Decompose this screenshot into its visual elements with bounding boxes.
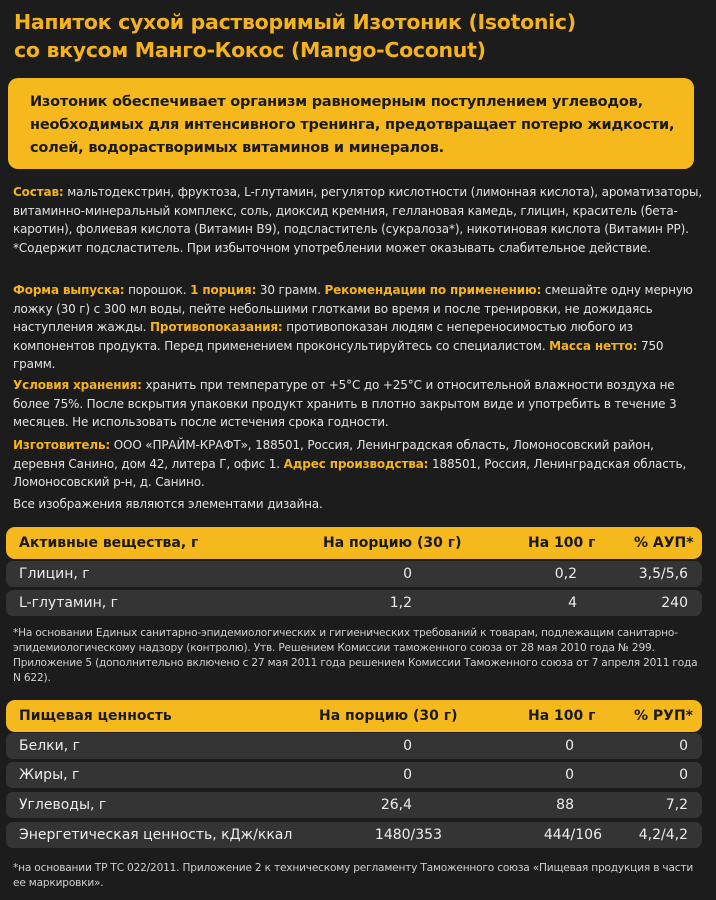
nutrition-col-percent: % РУП* <box>634 708 693 724</box>
manufacturer-section <box>13 436 703 492</box>
portion-text: 30 грамм. <box>256 283 325 297</box>
row-100g: 0,2 <box>554 566 577 582</box>
nutrition-col-100g: На 100 г <box>528 708 596 724</box>
row-percent: 3,5/5,6 <box>638 566 688 582</box>
row-label: Белки, г <box>19 738 80 754</box>
row-100g: 444/106 <box>543 827 602 843</box>
composition-text: мальтодекстрин, фруктоза, L-глутамин, регулятор кислотности (лимонная кислота), ароматизаторы, витаминно-минеральный комплекс, соль, диоксид кремния, геллановая камедь, глицин, краситель (бета-каротин), фолиевая кислота (Витамин В9), подсластитель (сукралоза*), никотиновая кислота (Витамин РР). *Содержит подсластитель. При избыточном употреблении может оказывать слабительное действие. <box>13 185 702 255</box>
row-label: Жиры, г <box>19 767 80 783</box>
portion-label: 1 порция: <box>190 283 257 297</box>
row-percent: 240 <box>661 595 688 611</box>
net-mass-label: Масса нетто: <box>549 338 638 353</box>
composition-label: Состав: <box>13 185 64 199</box>
table-row <box>6 733 702 759</box>
highlight-box <box>8 78 694 169</box>
row-percent: 4,2/4,2 <box>638 827 688 843</box>
production-address-label: Адрес производства: <box>283 456 429 471</box>
contraindications-label: Противопоказания: <box>150 320 283 335</box>
recommendations-label: Рекомендации по применению: <box>324 283 542 297</box>
table-row <box>6 822 702 848</box>
row-label: L-глутамин, г <box>19 595 118 611</box>
storage-text: хранить при температуре от +5°С до +25°С и относительной влажности воздуха не более 75%. После вскрытия упаковки продукт хранить в плотно закрытом виде и употребить в течение 3 месяцев. Не использовать после истечения срока годности. <box>13 378 677 430</box>
row-percent: 0 <box>679 767 688 783</box>
highlight-text: Изотоник обеспечивает организм равномерным поступлением углеводов, необходимых для интенсивного тренинга, предотвращает потерю жидкости, солей, водорастворимых витаминов и минералов. <box>30 94 675 156</box>
recommendations-text: смешайте одну мерную ложку (30 г) с 300 мл воды, пейте небольшими глотками во время и после тренировки, не дожидаясь наступления жажды. <box>13 283 693 335</box>
row-100g: 0 <box>565 738 574 754</box>
manufacturer-label: Изготовитель: <box>13 438 111 452</box>
net-mass-text: 750 грамм. <box>13 338 664 372</box>
row-portion: 1480/353 <box>374 827 442 843</box>
storage-section <box>13 376 703 432</box>
table-row <box>6 762 702 788</box>
active-table-header <box>6 527 702 559</box>
row-100g: 4 <box>568 595 577 611</box>
row-percent: 0 <box>679 738 688 754</box>
composition-section <box>13 183 703 257</box>
design-note: Все изображения являются элементами дизайна. <box>13 497 323 511</box>
manufacturer-text: ООО «ПРАЙМ-КРАФТ», 188501, Россия, Ленинградская область, Ломоносовский район, деревня Санино, дом 42, литера Г, офис 1. <box>13 438 654 471</box>
storage-label: Условия хранения: <box>13 378 142 392</box>
row-100g: 88 <box>556 797 574 813</box>
nutrition-col-portion: На порцию (30 г) <box>319 708 458 724</box>
active-footnote: *На основании Единых санитарно-эпидемиологических и гигиенических требований к товарам, подлежащим санитарно-эпидемиологическому надзору (контролю). Утв. Решением Комиссии таможенного союза от 28 мая 2010 года № 299. Приложение 5 (дополнительно включено с 27 мая 2011 года решением Комиссии Таможенного союза от 7 апреля 2011 года N 622). <box>13 627 698 684</box>
nutrition-col-name: Пищевая ценность <box>19 708 172 724</box>
row-percent: 7,2 <box>665 797 688 813</box>
contraindications-text: противопоказан людям с непереносимостью любого из компонентов продукта. Перед применением проконсультируйтесь со специалистом. <box>13 320 633 353</box>
row-portion: 1,2 <box>389 595 412 611</box>
form-text: порошок. <box>124 283 191 297</box>
active-col-percent: % АУП* <box>634 535 694 551</box>
row-label: Углеводы, г <box>19 797 107 813</box>
active-col-name: Активные вещества, г <box>19 535 199 551</box>
row-portion: 26,4 <box>380 797 412 813</box>
row-portion: 0 <box>403 738 412 754</box>
production-address-text: 188501, Россия, Ленинградская область, Ломоносовский р-н, д. Санино. <box>13 456 687 490</box>
table-row <box>6 590 702 616</box>
row-portion: 0 <box>403 767 412 783</box>
form-label: Форма выпуска: <box>13 283 125 297</box>
table-row <box>6 792 702 818</box>
product-title <box>14 8 704 64</box>
title-line-1: Напиток сухой растворимый Изотоник (Isotonic) <box>14 10 576 34</box>
title-line-2: со вкусом Манго-Кокос (Mango-Coconut) <box>14 38 486 62</box>
active-col-100g: На 100 г <box>528 535 596 551</box>
row-portion: 0 <box>403 566 412 582</box>
row-100g: 0 <box>565 767 574 783</box>
row-label: Глицин, г <box>19 566 90 582</box>
nutrition-table-header <box>6 700 702 732</box>
row-label: Энергетическая ценность, кДж/ккал <box>19 827 293 843</box>
usage-section <box>13 281 703 374</box>
nutrition-footnote: *на основании ТР ТС 022/2011. Приложение 2 к техническому регламенту Таможенного союза «Пищевая продукция в части ее маркировки». <box>13 862 694 889</box>
active-col-portion: На порцию (30 г) <box>323 535 462 551</box>
table-row <box>6 561 702 587</box>
